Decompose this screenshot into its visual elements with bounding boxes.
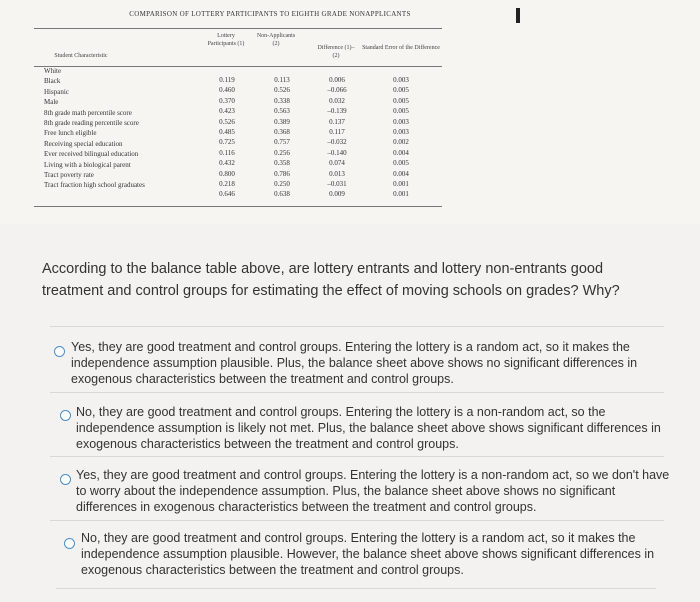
cell: 0.005 (393, 107, 409, 116)
cell: –0.140 (327, 148, 347, 157)
header-difference: Difference (1)–(2) (317, 45, 355, 59)
cell: 0.423 (219, 107, 235, 116)
cell: –0.032 (327, 138, 347, 147)
cell: 0.004 (393, 148, 409, 157)
cell: –0.066 (327, 86, 347, 95)
cell: 0.117 (329, 128, 345, 137)
cell: 0.074 (329, 159, 345, 168)
option-divider (50, 520, 664, 521)
cell: 0.119 (219, 76, 235, 84)
option-line: independence assumption plausible. Plus, the balance sheet above shows no significant differences in (71, 356, 638, 370)
row-labels (44, 66, 145, 191)
row-label: Free lunch eligible (44, 129, 97, 138)
option-line: exogenous characteristics between the treatment and control groups. (81, 563, 464, 577)
answer-option-3[interactable] (50, 460, 670, 516)
row-label: Male (44, 98, 59, 107)
cell: 0.137 (329, 117, 345, 126)
cell: 0.389 (274, 117, 290, 126)
option-text (76, 404, 661, 452)
option-text (81, 530, 654, 578)
option-line: No, they are good treatment and control groups. Entering the lottery is a random act, so it makes the (81, 531, 636, 545)
radio-button[interactable] (60, 474, 71, 485)
cell: 0.358 (274, 159, 290, 168)
header-participants: Lottery Participants (1) (207, 33, 245, 47)
scan-mark (516, 8, 520, 23)
cell: 0.009 (329, 190, 345, 199)
cell: 0.432 (219, 159, 235, 168)
balance-table-image (0, 0, 700, 224)
cell: 0.113 (274, 76, 290, 84)
cell: 0.338 (274, 96, 290, 105)
option-line: differences in exogenous characteristics between the treatment and control groups. (76, 500, 537, 514)
row-label: Hispanic (44, 87, 69, 96)
cell: 0.006 (329, 76, 345, 84)
row-label: Ever received bilingual education (44, 150, 139, 159)
cell: –0.031 (327, 180, 347, 189)
table-title: COMPARISON OF LOTTERY PARTICIPANTS TO EIGHTH GRADE NONAPPLICANTS (129, 10, 411, 18)
row-label: Living with a biological parent (44, 160, 131, 169)
header-nonapplicants: Non-Applicants (2) (256, 33, 296, 47)
answer-option-2[interactable] (50, 396, 670, 452)
cell: 0.003 (393, 128, 409, 137)
radio-button[interactable] (64, 538, 75, 549)
cell: 0.013 (329, 169, 345, 178)
row-label: Tract fraction high school graduates (44, 181, 145, 190)
cell: 0.563 (274, 107, 290, 116)
cell: 0.005 (393, 159, 409, 168)
option-line: Yes, they are good treatment and control groups. Entering the lottery is a non-random act, so we don't have (76, 468, 670, 482)
cell: 0.116 (219, 148, 235, 157)
cell: 0.005 (393, 96, 409, 105)
option-line: to worry about the independence assumption. Plus, the balance sheet above shows no significant (76, 484, 616, 498)
cell: –0.139 (327, 107, 347, 116)
row-label: Black (44, 77, 61, 86)
cell: 0.005 (393, 86, 409, 95)
option-text (76, 467, 669, 515)
table-rule-bottom (34, 206, 442, 207)
cell: 0.250 (274, 180, 290, 189)
cell: 0.786 (274, 169, 290, 178)
answer-option-1[interactable] (50, 334, 670, 388)
cell: 0.526 (274, 86, 290, 95)
cell: 0.256 (274, 148, 290, 157)
cell: 0.800 (219, 169, 235, 178)
column-standard-error (386, 75, 416, 200)
option-line: exogenous characteristics between the treatment and control groups. (71, 372, 454, 386)
column-nonapplicants (266, 75, 298, 200)
radio-button[interactable] (60, 410, 71, 421)
row-label: 8th grade math percentile score (44, 108, 132, 117)
option-divider (50, 392, 664, 393)
radio-button[interactable] (54, 346, 65, 357)
cell: 0.001 (393, 180, 409, 189)
cell: 0.646 (219, 190, 235, 199)
column-participants (212, 75, 242, 200)
cell: 0.526 (219, 117, 235, 126)
cell: 0.003 (393, 117, 409, 126)
cell: 0.725 (219, 138, 235, 147)
table-rule-top (34, 28, 442, 29)
column-difference (318, 75, 356, 200)
cell: 0.003 (393, 76, 409, 84)
option-line: independence assumption plausible. However, the balance sheet above shows significant differences in (81, 547, 655, 561)
option-line: independence assumption is likely not met. Plus, the balance sheet above shows significant differences in (76, 421, 661, 435)
cell: 0.368 (274, 128, 290, 137)
answer-option-4[interactable] (50, 524, 670, 584)
row-label: 8th grade reading percentile score (44, 119, 139, 128)
cell: 0.032 (329, 96, 345, 105)
cell: 0.757 (274, 138, 290, 147)
question-text: According to the balance table above, are lottery entrants and lottery non-entrants good treatment and control groups for estimating the effect of moving schools on grades? Why? (42, 261, 620, 299)
option-line: Yes, they are good treatment and control groups. Entering the lottery is a random act, so it makes the (71, 340, 630, 354)
cell: 0.485 (219, 128, 235, 137)
option-text (71, 339, 637, 387)
cell: 0.460 (219, 86, 235, 95)
option-line: No, they are good treatment and control groups. Entering the lottery is a non-random act, so the (76, 405, 606, 419)
cell: 0.370 (219, 96, 235, 105)
header-standard-error: Standard Error of the Difference (362, 45, 440, 51)
cell: 0.004 (393, 169, 409, 178)
row-label: Tract poverty rate (44, 171, 94, 180)
option-divider (50, 326, 664, 327)
cell: 0.001 (393, 190, 409, 199)
header-characteristic: Student Characteristic (54, 53, 108, 59)
cell: 0.638 (274, 190, 290, 199)
option-line: exogenous characteristics between the treatment and control groups. (76, 437, 459, 451)
cell: 0.218 (219, 180, 235, 189)
row-label: White (44, 67, 62, 75)
option-divider (56, 588, 656, 589)
cell: 0.002 (393, 138, 409, 147)
option-divider (50, 456, 664, 457)
row-label: Receiving special education (44, 139, 123, 148)
